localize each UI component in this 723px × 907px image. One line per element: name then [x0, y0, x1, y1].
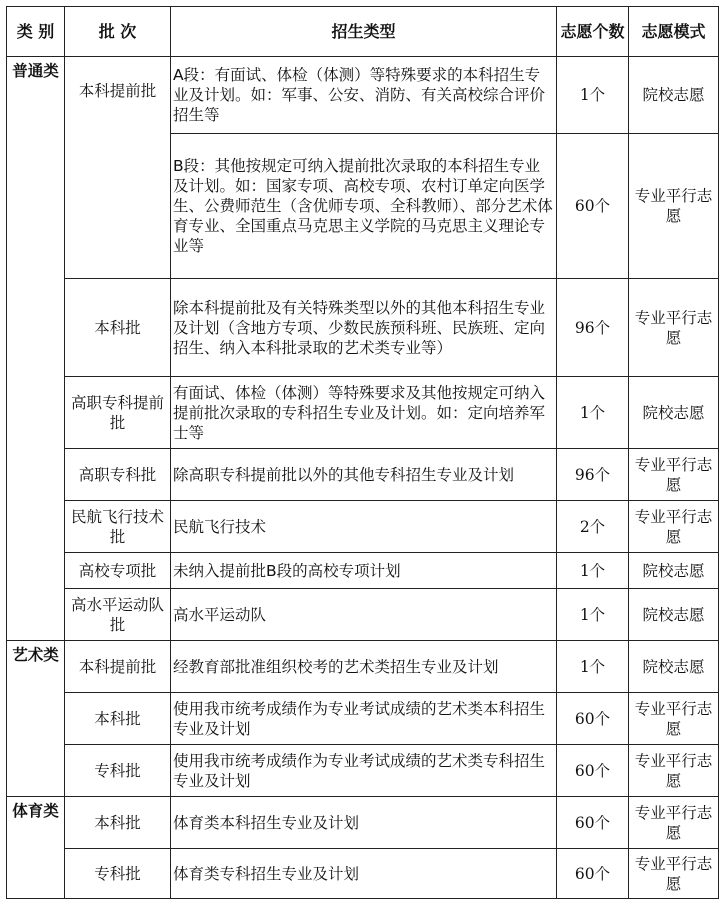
header-count: 志愿个数 [557, 7, 629, 57]
type-cell: 体育类专科招生专业及计划 [171, 849, 557, 899]
mode-cell: 院校志愿 [629, 377, 719, 449]
batch-cell: 高水平运动队批 [65, 589, 171, 641]
table-row [7, 377, 719, 449]
admission-table [6, 6, 719, 899]
count-cell: 60个 [557, 134, 629, 279]
mode-cell: 专业平行志愿 [629, 449, 719, 501]
count-cell: 96个 [557, 279, 629, 377]
mode-cell: 专业平行志愿 [629, 745, 719, 797]
batch-cell: 高职专科提前批 [65, 377, 171, 449]
table-row [7, 279, 719, 377]
count-cell: 60个 [557, 849, 629, 899]
batch-cell: 高职专科批 [65, 449, 171, 501]
type-cell: B段：其他按规定可纳入提前批次录取的本科招生专业及计划。如：国家专项、高校专项、农村订单定向医学生、公费师范生（含优师专项、全科教师）、部分艺术体育专业、全国重点马克思主义学院的马克思主义理论专业等 [171, 134, 557, 279]
batch-cell: 专科批 [65, 745, 171, 797]
type-cell: 有面试、体检（体测）等特殊要求及其他按规定可纳入提前批次录取的专科招生专业及计划。如：定向培养军士等 [171, 377, 557, 449]
type-cell: 经教育部批准组织校考的艺术类招生专业及计划 [171, 641, 557, 693]
mode-cell: 院校志愿 [629, 57, 719, 134]
type-cell: 使用我市统考成绩作为专业考试成绩的艺术类本科招生专业及计划 [171, 693, 557, 745]
header-batch: 批 次 [65, 7, 171, 57]
mode-cell: 专业平行志愿 [629, 797, 719, 849]
table-row [7, 849, 719, 899]
type-cell: 高水平运动队 [171, 589, 557, 641]
table-row [7, 745, 719, 797]
batch-cell: 高校专项批 [65, 553, 171, 589]
header-mode: 志愿模式 [629, 7, 719, 57]
table-row [7, 553, 719, 589]
count-cell: 96个 [557, 449, 629, 501]
count-cell: 1个 [557, 377, 629, 449]
table-row [7, 641, 719, 693]
batch-cell: 民航飞行技术批 [65, 501, 171, 553]
batch-cell: 本科批 [65, 693, 171, 745]
type-cell: 体育类本科招生专业及计划 [171, 797, 557, 849]
count-cell: 1个 [557, 553, 629, 589]
batch-cell: 专科批 [65, 849, 171, 899]
category-cell: 体育类 [7, 797, 65, 899]
count-cell: 60个 [557, 745, 629, 797]
batch-cell: 本科批 [65, 279, 171, 377]
count-cell: 1个 [557, 589, 629, 641]
mode-cell: 专业平行志愿 [629, 501, 719, 553]
mode-cell: 专业平行志愿 [629, 849, 719, 899]
mode-cell: 院校志愿 [629, 641, 719, 693]
table-row [7, 797, 719, 849]
count-cell: 60个 [557, 797, 629, 849]
type-cell: 除本科提前批及有关特殊类型以外的其他本科招生专业及计划（含地方专项、少数民族预科班、民族班、定向招生、纳入本科批录取的艺术类专业等） [171, 279, 557, 377]
mode-cell: 专业平行志愿 [629, 134, 719, 279]
table-row [7, 693, 719, 745]
category-cell: 普通类 [7, 57, 65, 641]
mode-cell: 院校志愿 [629, 589, 719, 641]
type-cell: 除高职专科提前批以外的其他专科招生专业及计划 [171, 449, 557, 501]
batch-cell: 本科批 [65, 797, 171, 849]
category-cell: 艺术类 [7, 641, 65, 797]
batch-cell: 本科提前批 [65, 641, 171, 693]
header-row [7, 7, 719, 57]
type-cell: 民航飞行技术 [171, 501, 557, 553]
header-category: 类 别 [7, 7, 65, 57]
batch-cell: 本科提前批 [65, 57, 171, 279]
table-row [7, 589, 719, 641]
count-cell: 1个 [557, 641, 629, 693]
count-cell: 1个 [557, 57, 629, 134]
type-cell: 未纳入提前批B段的高校专项计划 [171, 553, 557, 589]
type-cell: A段：有面试、体检（体测）等特殊要求的本科招生专业及计划。如：军事、公安、消防、有关高校综合评价招生等 [171, 57, 557, 134]
count-cell: 60个 [557, 693, 629, 745]
table-row [7, 449, 719, 501]
type-cell: 使用我市统考成绩作为专业考试成绩的艺术类专科招生专业及计划 [171, 745, 557, 797]
table-row [7, 501, 719, 553]
table-row [7, 57, 719, 134]
mode-cell: 院校志愿 [629, 553, 719, 589]
mode-cell: 专业平行志愿 [629, 693, 719, 745]
header-type: 招生类型 [171, 7, 557, 57]
count-cell: 2个 [557, 501, 629, 553]
mode-cell: 专业平行志愿 [629, 279, 719, 377]
